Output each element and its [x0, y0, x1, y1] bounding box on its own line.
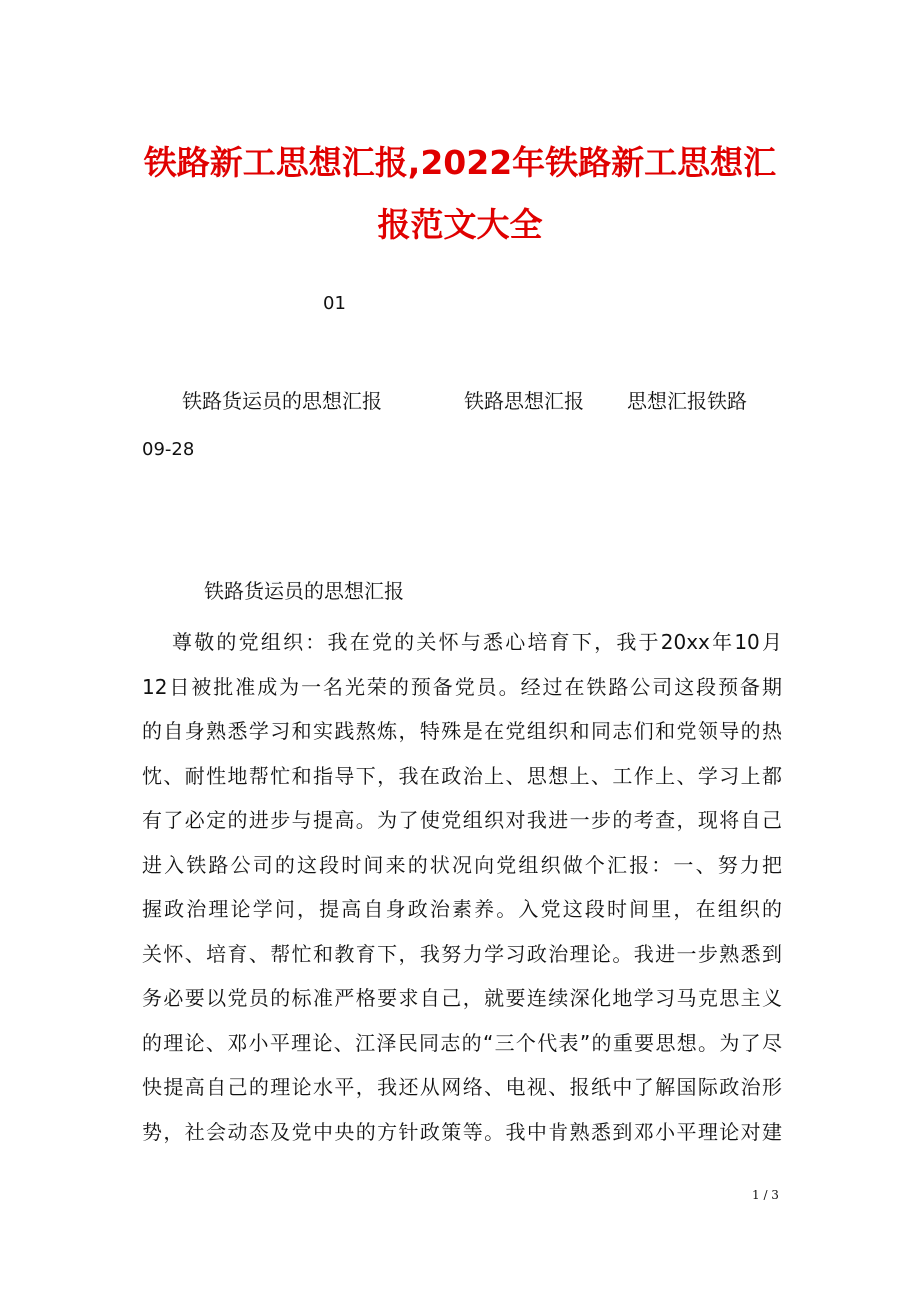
section-number: 01 [323, 293, 346, 314]
article-body [142, 624, 782, 1158]
body-line: 的自身熟悉学习和实践熬炼，特殊是在党组织和同志们和党领导的热 [142, 719, 782, 743]
body-line: 尊敬的党组织：我在党的关怀与悉心培育下，我于20xx年10月 [172, 630, 782, 654]
body-line: 务必要以党员的标准严格要求自己，就要连续深化地学习马克思主义 [142, 986, 782, 1010]
meta-tag-3: 思想汇报铁路 [627, 389, 747, 413]
document-title [120, 132, 800, 256]
meta-tags-row [0, 386, 920, 416]
meta-date: 09-28 [142, 439, 195, 460]
meta-tag-2: 铁路思想汇报 [464, 389, 584, 413]
body-line: 忱、耐性地帮忙和指导下，我在政治上、思想上、工作上、学习上都 [142, 763, 782, 788]
article-subheading: 铁路货运员的思想汇报 [204, 579, 404, 603]
body-line: 关怀、培育、帮忙和教育下，我努力学习政治理论。我进一步熟悉到 [142, 941, 782, 966]
meta-tag-1: 铁路货运员的思想汇报 [182, 389, 382, 413]
body-line: 势，社会动态及党中央的方针政策等。我中肯熟悉到邓小平理论对建 [142, 1119, 782, 1144]
body-line: 握政治理论学问，提高自身政治素养。入党这段时间里，在组织的 [142, 897, 782, 921]
title-line-1: 铁路新工思想汇报,2022年铁路新工思想汇 [143, 143, 777, 182]
title-line-2: 报范文大全 [377, 205, 543, 244]
page-indicator: 1 / 3 [752, 1188, 779, 1202]
body-line: 12日被批准成为一名光荣的预备党员。经过在铁路公司这段预备期 [142, 674, 782, 699]
body-line: 有了必定的进步与提高。为了使党组织对我进一步的考查，现将自己 [142, 808, 782, 832]
body-line: 的理论、邓小平理论、江泽民同志的“三个代表”的重要思想。为了尽 [142, 1030, 782, 1055]
body-line: 快提高自己的理论水平，我还从网络、电视、报纸中了解国际政治形 [142, 1075, 782, 1099]
body-line: 进入铁路公司的这段时间来的状况向党组织做个汇报：一、努力把 [142, 852, 782, 877]
